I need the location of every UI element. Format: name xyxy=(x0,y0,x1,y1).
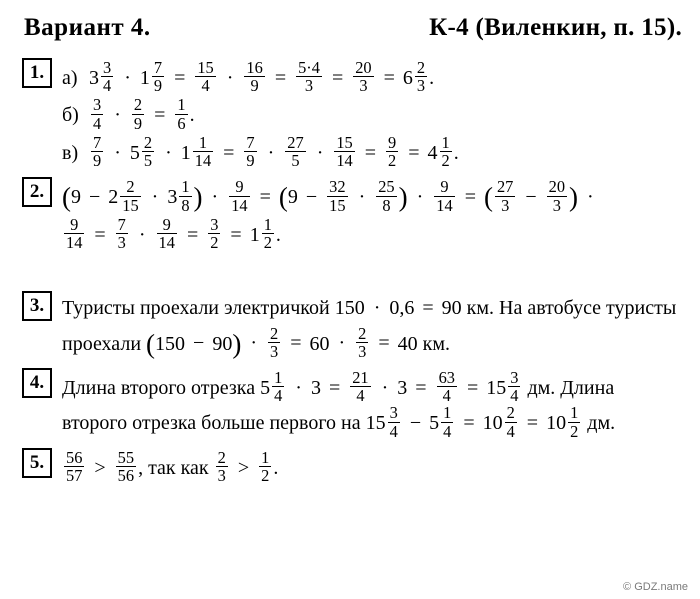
task-number: 2. xyxy=(22,177,52,207)
task-content xyxy=(62,58,684,171)
task-line: в) $\frac{7}{9}$ · 5 $\frac{2}{5}$ · 1 $\frac{1}{14}$ = $\frac{7}{9}$ · $\frac{27}{5}$ · $\frac{15}{14}$ = $\frac{9}{2}$ = 4 $\frac{1}{2}$ . xyxy=(62,132,459,171)
task-line: $\frac{9}{14}$ = $\frac{7}{3}$ · $\frac{9}{14}$ = $\frac{3}{2}$ = 1 $\frac{1}{2}$ . xyxy=(66,214,281,252)
task-text: $\frac{56}{57}$ > $\frac{55}{56}$ , так как $\frac{2}{3}$ > $\frac{1}{2}$ . xyxy=(66,447,279,486)
task-line: б) $\frac{3}{4}$ · $\frac{2}{9}$ = $\frac{1}{6}$ . xyxy=(62,95,195,133)
task-item xyxy=(22,291,684,362)
task-content xyxy=(62,177,684,253)
task-number: 4. xyxy=(22,368,52,398)
task-content xyxy=(62,448,684,486)
subitem-label: в) xyxy=(62,141,79,164)
task-number: 1. xyxy=(22,58,52,88)
variant-title: Вариант 4. xyxy=(24,14,151,41)
task-item xyxy=(22,448,684,486)
task-item xyxy=(22,368,684,442)
task-number: 3. xyxy=(22,291,52,321)
task-line: (9 − 2 $\frac{2}{15}$ · 3 $\frac{1}{8}$ ) · $\frac{9}{14}$ = (9 − $\frac{32}{15}$ · $\frac{25}{8}$ ) · $\frac{9}{14}$ = ( $\frac{27}{3}$ − $\frac{20}{3}$ ) · xyxy=(62,177,594,215)
worksheet-code: К-4 (Виленкин, п. 15). xyxy=(429,14,682,41)
task-text: Длина второго отрезка 5 $\frac{1}{4}$ · 3 = $\frac{21}{4}$ · 3 = $\frac{63}{4}$ = 15 $\frac{3}{4}$ дм. Длина второго отрезка больше первого на 15 $\frac{3}{4}$ − 5 $\frac{1}{4}$ = 10 $\frac{2}{4}$ = 10 $\frac{1}{2}$ дм. xyxy=(62,368,616,441)
page-header xyxy=(0,0,700,42)
watermark: © GDZ.name xyxy=(623,581,688,593)
task-line: а) 3 $\frac{3}{4}$ · 1 $\frac{7}{9}$ = $\frac{15}{4}$ · $\frac{16}{9}$ = $\frac{5\cdot 4}{3}$ = $\frac{20}{3}$ = 6 $\frac{2}{3}$ . xyxy=(62,58,435,96)
task-number: 5. xyxy=(22,448,52,478)
task-text: Туристы проехали электричкой 150 · 0,6 = 90 км. На автобусе туристы проехали (150 − 90) · $\frac{2}{3}$ = 60 · $\frac{2}{3}$ = 40 км. xyxy=(62,297,677,361)
subitem-label: б) xyxy=(62,104,79,127)
subitem-label: а) xyxy=(62,66,78,89)
task-content xyxy=(62,368,684,442)
task-item xyxy=(22,177,684,253)
tasks-list xyxy=(0,42,700,486)
task-content xyxy=(62,291,684,362)
task-item xyxy=(22,58,684,171)
